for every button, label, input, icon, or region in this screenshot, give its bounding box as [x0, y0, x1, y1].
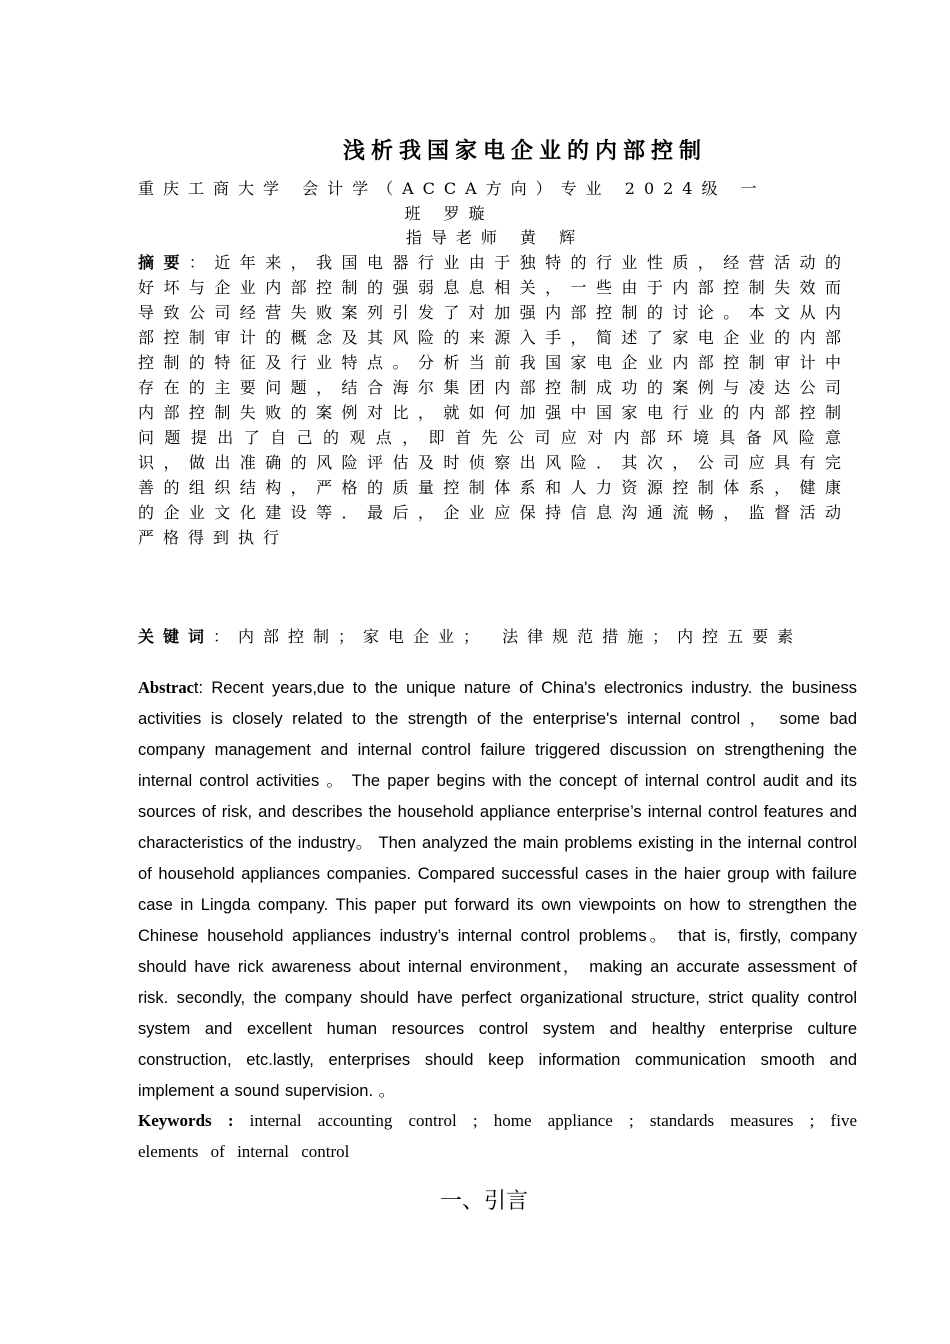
section-heading: 一、引言	[439, 1189, 528, 1214]
paper-title: 浅析我国家电企业的内部控制	[342, 139, 707, 164]
english-abstract-label: Abstrac	[138, 678, 194, 697]
chinese-keywords	[138, 624, 850, 649]
chinese-abstract-label: 摘要	[138, 253, 189, 272]
english-abstract-text: t: Recent years,due to the unique nature of China's electronics industry. the business activities is closely related to the strength of the enterprise's internal control ， some bad company management and internal control failure triggered discussion on strengthening the internal control activities 。 The paper begins with the concept of internal control audit and its sources of risk, and describes the household appliance enterprise’s internal control features and characteristics of the industry。 Then analyzed the main problems existing in the internal control of household appliances companies. Compared successful cases in the haier group with failure case in Lingda company. This paper put forward its own viewpoints on how to strengthen the Chinese household appliances industry’s internal control problems。 that is, firstly, company should have rick awareness about internal environment， making an accurate assessment of risk. secondly, the company should have perfect organizational structure, strict quality control system and excellent human resources control system and healthy enterprise culture construction, etc.lastly, enterprises should keep information communication smooth and implement a sound supervision. 。	[138, 679, 857, 1100]
chinese-keywords-label: 关键词	[138, 627, 214, 646]
chinese-abstract	[138, 250, 850, 550]
english-keywords-label: Keywords :	[138, 1111, 234, 1130]
english-keywords-text: internal accounting control ; home appliance ; standards measures ; five elements of internal control	[138, 1111, 857, 1161]
author-info	[138, 176, 850, 226]
chinese-abstract-colon: ：	[188, 253, 215, 272]
chinese-abstract-text: 近年来，我国电器行业由于独特的行业性质，经营活动的好坏与企业内部控制的强弱息息相关，一些由于内部控制失效而导致公司经营失败案列引发了对加强内部控制的讨论。本文从内部控制审计的概念及其风险的来源入手，简述了家电企业的内部控制的特征及行业特点。分析当前我国家电企业内部控制审计中存在的主要问题，结合海尔集团内部控制成功的案例与凌达公司内部控制失败的案例对比，就如何加强中国家电行业的内部控制问题提出了自己的观点，即首先公司应对内部环境具备风险意识，做出准确的风险评估及时侦察出风险．其次，公司应具有完善的组织结构，严格的质量控制体系和人力资源控制体系，健康的企业文化建设等．最后，企业应保持信息沟通流畅，监督活动严格得到执行	[138, 253, 850, 547]
english-keywords	[138, 1105, 857, 1167]
author-line-2: 班 罗璇	[404, 204, 494, 223]
chinese-keywords-colon: ：	[213, 627, 239, 646]
english-abstract	[138, 672, 857, 1107]
chinese-keywords-text: 内部控制；家电企业； 法律规范措施；内控五要素	[238, 627, 803, 646]
advisor-line: 指导老师 黄 辉	[405, 228, 585, 247]
author-line-1: 重庆工商大学 会计学（ACCA方向）专业 2024级 一	[138, 179, 766, 198]
